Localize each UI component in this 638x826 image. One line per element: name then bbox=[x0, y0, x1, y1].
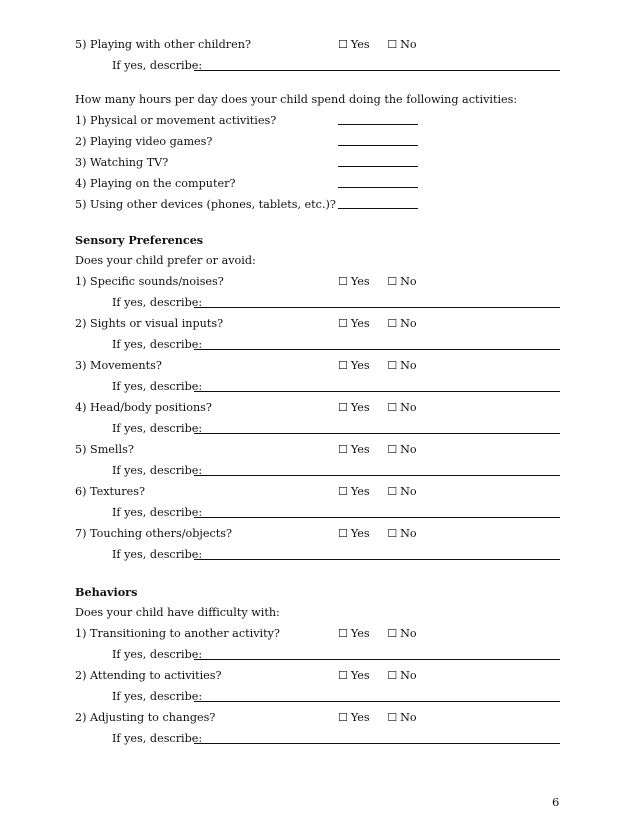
checkbox-icon[interactable]: ☐ bbox=[338, 711, 348, 724]
describe-input[interactable] bbox=[194, 559, 560, 560]
yes-no-group bbox=[338, 358, 431, 374]
no-option[interactable] bbox=[387, 711, 416, 724]
checkbox-icon[interactable]: ☐ bbox=[387, 669, 398, 682]
no-option[interactable] bbox=[387, 401, 416, 414]
yes-label: Yes bbox=[350, 669, 370, 682]
no-label: No bbox=[400, 38, 417, 51]
no-label: No bbox=[400, 401, 417, 414]
describe-input[interactable] bbox=[194, 307, 560, 308]
describe-label: If yes, describe: bbox=[112, 422, 203, 435]
yes-label: Yes bbox=[350, 711, 370, 724]
yes-no-group bbox=[338, 37, 431, 53]
no-option[interactable] bbox=[387, 317, 416, 330]
yes-option[interactable] bbox=[338, 669, 370, 682]
hours-row bbox=[75, 197, 560, 213]
checkbox-icon[interactable]: ☐ bbox=[338, 443, 348, 456]
hours-prompt: How many hours per day does your child spend doing the following activities: bbox=[75, 93, 518, 106]
hours-input[interactable] bbox=[338, 208, 418, 209]
sensory-prompt: Does your child prefer or avoid: bbox=[75, 254, 256, 267]
no-option[interactable] bbox=[387, 443, 416, 456]
hours-question: 2) Playing video games? bbox=[75, 135, 213, 148]
yes-label: Yes bbox=[350, 401, 370, 414]
no-label: No bbox=[400, 527, 417, 540]
hours-input[interactable] bbox=[338, 124, 418, 125]
hours-input[interactable] bbox=[338, 166, 418, 167]
behaviors-heading: Behaviors bbox=[75, 585, 138, 599]
hours-row bbox=[75, 113, 560, 129]
checkbox-icon[interactable]: ☐ bbox=[387, 627, 398, 640]
checkbox-icon[interactable]: ☐ bbox=[387, 527, 398, 540]
question-row bbox=[75, 668, 560, 684]
yes-option[interactable] bbox=[338, 443, 370, 456]
describe-row bbox=[112, 731, 560, 747]
question-row bbox=[75, 316, 560, 332]
describe-row bbox=[112, 379, 560, 395]
checkbox-icon[interactable]: ☐ bbox=[387, 38, 398, 51]
yes-label: Yes bbox=[350, 627, 370, 640]
describe-label: If yes, describe: bbox=[112, 296, 203, 309]
yes-label: Yes bbox=[350, 38, 370, 51]
hours-prompt-row bbox=[75, 92, 560, 108]
describe-label: If yes, describe: bbox=[112, 690, 203, 703]
yes-no-group bbox=[338, 442, 431, 458]
describe-input[interactable] bbox=[194, 475, 560, 476]
describe-row bbox=[112, 547, 560, 563]
question-row bbox=[75, 526, 560, 542]
no-label: No bbox=[400, 669, 417, 682]
question-row bbox=[75, 710, 560, 726]
checkbox-icon[interactable]: ☐ bbox=[338, 38, 348, 51]
no-option[interactable] bbox=[387, 627, 416, 640]
no-option[interactable] bbox=[387, 485, 416, 498]
yes-label: Yes bbox=[350, 317, 370, 330]
question-row bbox=[75, 37, 560, 53]
describe-row bbox=[112, 58, 560, 74]
checkbox-icon[interactable]: ☐ bbox=[338, 401, 348, 414]
yes-label: Yes bbox=[350, 485, 370, 498]
yes-no-group bbox=[338, 274, 431, 290]
yes-option[interactable] bbox=[338, 359, 370, 372]
question-row bbox=[75, 626, 560, 642]
no-label: No bbox=[400, 317, 417, 330]
question-row bbox=[75, 274, 560, 290]
checkbox-icon[interactable]: ☐ bbox=[387, 275, 398, 288]
describe-label: If yes, describe: bbox=[112, 548, 203, 561]
yes-no-group bbox=[338, 484, 431, 500]
yes-option[interactable] bbox=[338, 485, 370, 498]
yes-option[interactable] bbox=[338, 401, 370, 414]
no-label: No bbox=[400, 359, 417, 372]
question-label: 1) Transitioning to another activity? bbox=[75, 627, 280, 640]
no-option[interactable] bbox=[387, 669, 416, 682]
hours-question: 3) Watching TV? bbox=[75, 156, 169, 169]
checkbox-icon[interactable]: ☐ bbox=[387, 443, 398, 456]
yes-no-group bbox=[338, 626, 431, 642]
question-label: 2) Sights or visual inputs? bbox=[75, 317, 224, 330]
describe-input[interactable] bbox=[194, 659, 560, 660]
sensory-heading: Sensory Preferences bbox=[75, 233, 204, 247]
describe-input[interactable] bbox=[194, 517, 560, 518]
describe-label: If yes, describe: bbox=[112, 59, 203, 72]
yes-label: Yes bbox=[350, 443, 370, 456]
describe-row bbox=[112, 505, 560, 521]
no-option[interactable] bbox=[387, 527, 416, 540]
hours-input[interactable] bbox=[338, 187, 418, 188]
page-number: 6 bbox=[552, 795, 560, 809]
checkbox-icon[interactable]: ☐ bbox=[387, 317, 398, 330]
question-label: 6) Textures? bbox=[75, 485, 145, 498]
behaviors-prompt: Does your child have difficulty with: bbox=[75, 606, 280, 619]
describe-row bbox=[112, 689, 560, 705]
checkbox-icon[interactable]: ☐ bbox=[338, 317, 348, 330]
no-option[interactable] bbox=[387, 275, 416, 288]
yes-no-group bbox=[338, 526, 431, 542]
yes-label: Yes bbox=[350, 527, 370, 540]
no-label: No bbox=[400, 485, 417, 498]
checkbox-icon[interactable]: ☐ bbox=[387, 359, 398, 372]
question-row bbox=[75, 358, 560, 374]
yes-option[interactable] bbox=[338, 275, 370, 288]
no-option[interactable] bbox=[387, 38, 416, 51]
section-heading bbox=[75, 584, 560, 600]
checkbox-icon[interactable]: ☐ bbox=[338, 527, 348, 540]
section-heading bbox=[75, 232, 560, 248]
hours-row bbox=[75, 134, 560, 150]
question-label: 2) Adjusting to changes? bbox=[75, 711, 216, 724]
question-label: 2) Attending to activities? bbox=[75, 669, 222, 682]
yes-option[interactable] bbox=[338, 527, 370, 540]
hours-row bbox=[75, 155, 560, 171]
yes-option[interactable] bbox=[338, 711, 370, 724]
question-label: 3) Movements? bbox=[75, 359, 162, 372]
no-option[interactable] bbox=[387, 359, 416, 372]
no-label: No bbox=[400, 275, 417, 288]
describe-row bbox=[112, 647, 560, 663]
yes-option[interactable] bbox=[338, 627, 370, 640]
describe-input[interactable] bbox=[194, 349, 560, 350]
yes-no-group bbox=[338, 668, 431, 684]
no-label: No bbox=[400, 443, 417, 456]
no-label: No bbox=[400, 627, 417, 640]
question-row bbox=[75, 442, 560, 458]
describe-label: If yes, describe: bbox=[112, 380, 203, 393]
hours-question: 5) Using other devices (phones, tablets, etc.)? bbox=[75, 198, 336, 211]
question-label: 5) Playing with other children? bbox=[75, 38, 251, 51]
question-label: 1) Specific sounds/noises? bbox=[75, 275, 224, 288]
question-label: 7) Touching others/objects? bbox=[75, 527, 232, 540]
no-label: No bbox=[400, 711, 417, 724]
yes-option[interactable] bbox=[338, 317, 370, 330]
yes-no-group bbox=[338, 400, 431, 416]
question-row bbox=[75, 484, 560, 500]
behaviors-prompt-row bbox=[75, 605, 560, 621]
checkbox-icon[interactable]: ☐ bbox=[387, 485, 398, 498]
hours-input[interactable] bbox=[338, 145, 418, 146]
hours-question: 1) Physical or movement activities? bbox=[75, 114, 277, 127]
describe-row bbox=[112, 337, 560, 353]
question-row bbox=[75, 400, 560, 416]
describe-input[interactable] bbox=[194, 433, 560, 434]
describe-input[interactable] bbox=[194, 701, 560, 702]
describe-input[interactable] bbox=[194, 391, 560, 392]
describe-label: If yes, describe: bbox=[112, 464, 203, 477]
checkbox-icon[interactable]: ☐ bbox=[338, 669, 348, 682]
checkbox-icon[interactable]: ☐ bbox=[338, 627, 348, 640]
checkbox-icon[interactable]: ☐ bbox=[387, 711, 398, 724]
describe-input[interactable] bbox=[194, 743, 560, 744]
yes-label: Yes bbox=[350, 275, 370, 288]
checkbox-icon[interactable]: ☐ bbox=[387, 401, 398, 414]
describe-input[interactable] bbox=[194, 70, 560, 71]
yes-no-group bbox=[338, 316, 431, 332]
describe-row bbox=[112, 295, 560, 311]
checkbox-icon[interactable]: ☐ bbox=[338, 275, 348, 288]
yes-option[interactable] bbox=[338, 38, 370, 51]
sensory-prompt-row bbox=[75, 253, 560, 269]
question-label: 4) Head/body positions? bbox=[75, 401, 212, 414]
yes-no-group bbox=[338, 710, 431, 726]
describe-label: If yes, describe: bbox=[112, 506, 203, 519]
question-label: 5) Smells? bbox=[75, 443, 134, 456]
describe-label: If yes, describe: bbox=[112, 732, 203, 745]
hours-row bbox=[75, 176, 560, 192]
checkbox-icon[interactable]: ☐ bbox=[338, 359, 348, 372]
describe-row bbox=[112, 421, 560, 437]
describe-label: If yes, describe: bbox=[112, 648, 203, 661]
describe-label: If yes, describe: bbox=[112, 338, 203, 351]
hours-question: 4) Playing on the computer? bbox=[75, 177, 236, 190]
checkbox-icon[interactable]: ☐ bbox=[338, 485, 348, 498]
describe-row bbox=[112, 463, 560, 479]
yes-label: Yes bbox=[350, 359, 370, 372]
